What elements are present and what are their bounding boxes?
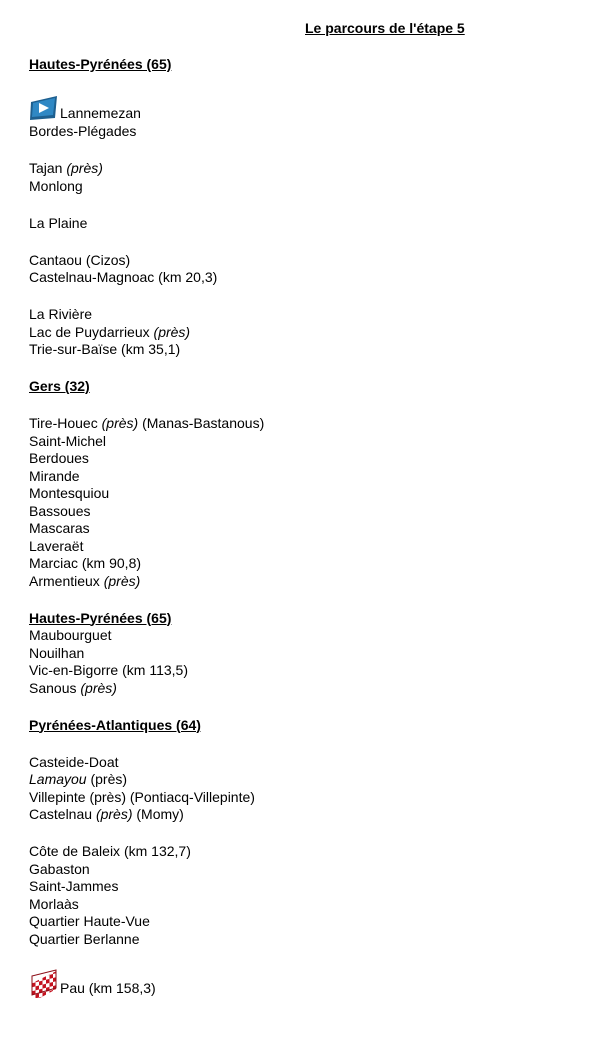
spacer [29, 141, 589, 161]
route-text: (près) [101, 415, 139, 431]
spacer [29, 74, 589, 94]
route-location [29, 123, 589, 141]
route-location [29, 680, 589, 698]
route-text: (près) [95, 806, 133, 822]
route-text: Saint-Michel [29, 432, 107, 449]
spacer [29, 824, 589, 844]
department-heading: Gers (32) [29, 378, 90, 394]
route-location [29, 485, 589, 503]
route-text: Quartier Haute-Vue [29, 913, 150, 929]
route-text: Vic-en-Bigorre (km 113,5) [29, 662, 188, 678]
route-text: Montesquiou [29, 485, 110, 501]
spacer [29, 232, 589, 252]
route-location [29, 555, 589, 573]
spacer [29, 948, 589, 968]
spacer [29, 590, 589, 610]
route-location [29, 878, 589, 896]
route-text: (Manas-Bastanous) [138, 415, 265, 431]
route-text: Bassoues [29, 502, 91, 519]
spacer [29, 359, 589, 379]
route-location [29, 754, 589, 772]
route-location [29, 215, 589, 233]
route-location [29, 503, 589, 521]
route-location [29, 573, 589, 591]
route-text: Casteide-Doat [29, 753, 119, 770]
route-location [29, 252, 589, 270]
route-text: (près) [86, 771, 128, 787]
route-location [29, 645, 589, 663]
route-location [29, 324, 589, 342]
route-text: Trie-sur-Baïse (km 35,1) [29, 341, 181, 357]
route-location [29, 341, 589, 359]
route-text: Berdoues [29, 450, 89, 466]
route-text: Villepinte (près) (Pontiacq-Villepinte) [29, 788, 255, 805]
spacer [29, 195, 589, 215]
route-location [29, 627, 589, 645]
route-location [29, 843, 589, 861]
route-location [29, 160, 589, 178]
route-text: Lamayou [29, 771, 87, 787]
route-location [29, 306, 589, 324]
finish-flag-icon [29, 968, 59, 998]
spacer [29, 734, 589, 754]
route-text: Cantaou (Cizos) [29, 251, 131, 268]
route-location [29, 896, 589, 914]
route-text: Saint-Jammes [29, 878, 119, 894]
route-text: (Momy) [132, 806, 184, 822]
route-text: Laveraët [29, 537, 84, 554]
route-text: Mirande [29, 467, 80, 484]
route-location [29, 662, 589, 680]
route-text: Monlong [29, 177, 83, 194]
start-flag-icon [29, 93, 59, 123]
route-location [29, 806, 589, 824]
route-text: Morlaàs [29, 895, 79, 912]
department-heading: Pyrénées-Atlantiques (64) [29, 716, 201, 733]
route-text: Castelnau [29, 806, 96, 822]
route-location [29, 861, 589, 879]
route-text: Castelnau-Magnoac (km 20,3) [29, 269, 218, 285]
route-text: (près) [66, 160, 103, 176]
route-location [29, 520, 589, 538]
route-text: La Rivière [29, 306, 93, 322]
start-location [29, 93, 589, 123]
route-text: Bordes-Plégades [29, 123, 137, 139]
route-list [29, 56, 589, 998]
route-location [29, 450, 589, 468]
department-heading: Hautes-Pyrénées (65) [29, 609, 172, 626]
route-text: Lac de Puydarrieux [29, 323, 154, 340]
route-text: Pau (km 158,3) [60, 979, 156, 996]
location-label [60, 105, 141, 123]
route-location [29, 468, 589, 486]
route-text: Tajan [29, 160, 67, 176]
route-text: Quartier Berlanne [29, 930, 140, 947]
route-text: La Plaine [29, 214, 88, 231]
spacer [29, 396, 589, 416]
route-location [29, 433, 589, 451]
route-location [29, 931, 589, 949]
route-text: Armentieux [29, 572, 104, 589]
route-text: Tire-Houec [29, 415, 102, 431]
route-text: Nouilhan [29, 644, 85, 661]
route-text: (près) [153, 323, 191, 340]
route-location [29, 771, 589, 789]
route-location [29, 913, 589, 931]
route-text: Côte de Baleix (km 132,7) [29, 843, 191, 859]
route-text: Lannemezan [60, 105, 141, 121]
finish-location [29, 968, 589, 998]
route-text: Mascaras [29, 520, 90, 536]
route-text: Marciac (km 90,8) [29, 555, 142, 571]
route-location [29, 789, 589, 807]
route-text: (près) [103, 572, 141, 589]
location-label [60, 980, 156, 998]
route-location [29, 269, 589, 287]
department-heading: Hautes-Pyrénées (65) [29, 56, 172, 72]
route-text: Gabaston [29, 860, 90, 877]
route-text: Sanous [29, 679, 81, 696]
route-text: (près) [80, 679, 117, 696]
route-location [29, 538, 589, 556]
route-text: Maubourguet [29, 627, 112, 643]
route-location [29, 415, 589, 433]
spacer [29, 697, 589, 717]
spacer [29, 287, 589, 307]
route-location [29, 178, 589, 196]
page-title: Le parcours de l'étape 5 [305, 20, 465, 36]
